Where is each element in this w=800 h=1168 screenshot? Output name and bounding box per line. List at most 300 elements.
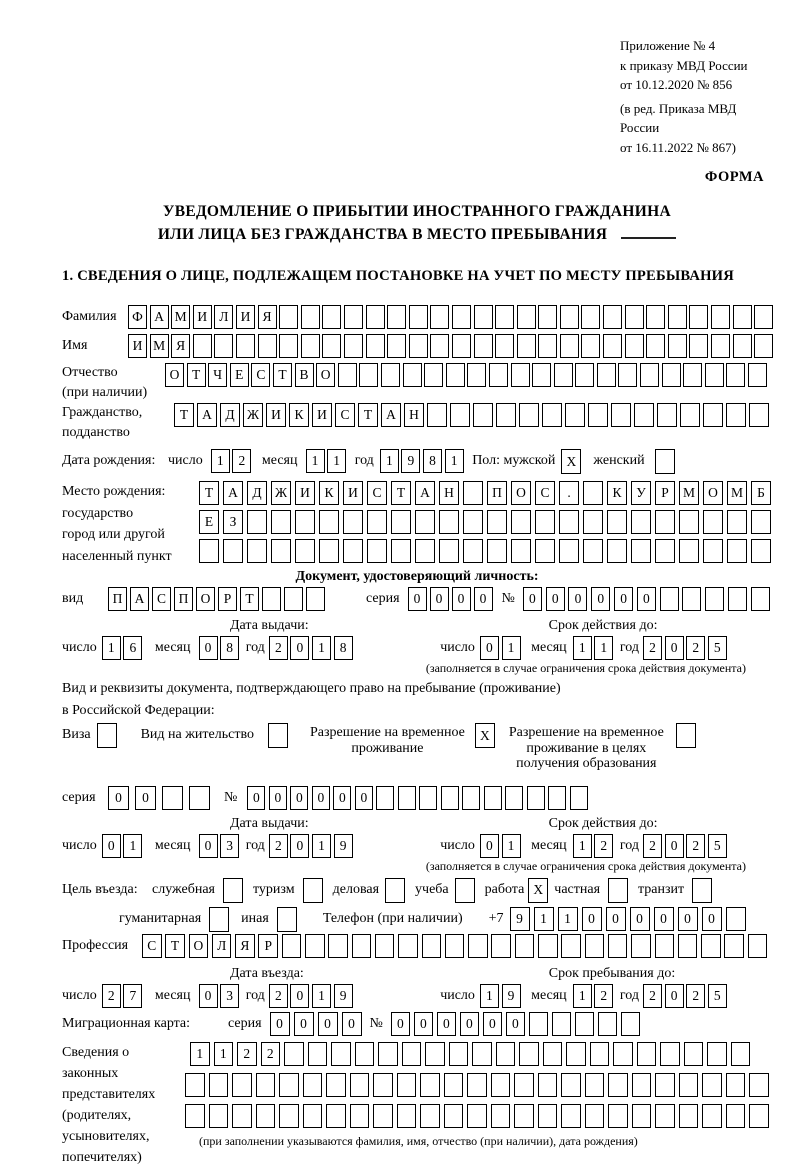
char-box: 0: [342, 1012, 362, 1036]
empty-box: [538, 1104, 558, 1128]
row-entry-head-text: Дата въезда:: [230, 965, 304, 981]
char-box: 6: [123, 636, 142, 660]
row-doc-type: [62, 587, 772, 611]
empty-box: [585, 1104, 605, 1128]
cell-run: [643, 636, 729, 660]
checkbox: [385, 878, 405, 903]
char-box: 0: [355, 786, 373, 810]
empty-box: [491, 1073, 511, 1097]
row-guardians-label: [62, 1042, 185, 1168]
empty-box: [409, 305, 428, 329]
empty-box: [415, 510, 435, 534]
row-birthplace: [62, 481, 772, 568]
empty-box: [473, 403, 493, 427]
cell-run: [102, 834, 145, 858]
row-citizenship-label: [62, 403, 174, 443]
char-box: С: [367, 481, 387, 505]
row-dates-1-text: месяц: [154, 640, 191, 655]
row-dates-1-text: число: [62, 640, 97, 655]
empty-box: [474, 305, 493, 329]
empty-box: [646, 334, 665, 358]
empty-box: [301, 334, 320, 358]
empty-box: [529, 1012, 548, 1036]
row-permit-types-option: [310, 723, 465, 756]
char-box: Н: [439, 481, 459, 505]
row-purpose-1-text: работа: [484, 881, 525, 897]
row-patronymic-label: [62, 363, 165, 403]
empty-box: [613, 1042, 633, 1066]
cell-run: [391, 1012, 644, 1036]
row-patronymic-label-line: (при наличии): [62, 385, 148, 400]
row-dates-2: [62, 834, 772, 858]
row-purpose-1-text: деловая: [332, 881, 380, 897]
char-box: 0: [582, 907, 602, 931]
char-box: И: [128, 334, 147, 358]
empty-box: [559, 510, 579, 534]
cell-run: [142, 934, 771, 958]
char-box: 2: [232, 449, 251, 473]
empty-box: [424, 363, 443, 387]
note-validity-2-text: (заполняется в случае ограничения срока действия документа): [425, 858, 746, 873]
cell-run: [480, 834, 523, 858]
row-issue-head-2: [62, 815, 772, 832]
row-purpose-2-text: Телефон (при наличии): [322, 910, 463, 926]
cell-run: [199, 481, 775, 505]
empty-box: [420, 1073, 440, 1097]
char-box: И: [193, 305, 212, 329]
empty-box: [542, 403, 562, 427]
para-permit-2: [62, 702, 772, 719]
empty-box: [474, 334, 493, 358]
row-birthdate-text: месяц: [261, 453, 298, 468]
empty-box: [403, 363, 422, 387]
para-permit-1: [62, 680, 772, 697]
empty-box: [505, 786, 523, 810]
row-entry-head-text: Срок пребывания до:: [548, 965, 676, 981]
empty-box: [583, 539, 603, 563]
char-box: С: [251, 363, 270, 387]
empty-box: [209, 1104, 229, 1128]
char-box: 2: [261, 1042, 281, 1066]
empty-box: [668, 305, 687, 329]
char-box: 0: [637, 587, 656, 611]
empty-box: [724, 934, 744, 958]
empty-box: [366, 334, 385, 358]
row-birthdate-text: год: [354, 453, 374, 468]
cell-run: [380, 449, 466, 473]
row-dates-1-text: год: [245, 640, 265, 655]
char-box: 0: [290, 636, 309, 660]
char-box: О: [189, 934, 209, 958]
row-birthdate-text: Пол: мужской: [472, 453, 556, 468]
char-box: 1: [558, 907, 578, 931]
cell-run: [643, 984, 729, 1008]
char-box: 0: [408, 587, 427, 611]
cell-run: [108, 786, 216, 810]
empty-box: [247, 539, 267, 563]
char-box: 0: [135, 786, 156, 810]
char-box: Ч: [208, 363, 227, 387]
empty-box: [452, 305, 471, 329]
empty-box: [561, 1104, 581, 1128]
row-permit-serial-text: №: [224, 789, 238, 805]
cell-run: [165, 363, 770, 387]
empty-box: [702, 1104, 722, 1128]
char-box: 3: [220, 984, 239, 1008]
char-box: 5: [708, 834, 727, 858]
empty-box: [445, 934, 465, 958]
empty-box: [373, 1104, 393, 1128]
char-box: 0: [270, 1012, 290, 1036]
cell-run: [269, 984, 355, 1008]
empty-box: [640, 363, 659, 387]
empty-box: [343, 510, 363, 534]
char-box: 1: [312, 984, 331, 1008]
row-entry-head: [62, 965, 772, 982]
spacer: [62, 907, 119, 908]
empty-box: [343, 539, 363, 563]
row-permit-types: [62, 723, 772, 772]
empty-box: [322, 334, 341, 358]
char-box: 1: [502, 834, 521, 858]
empty-box: [538, 305, 557, 329]
empty-box: [559, 539, 579, 563]
row-birthplace-label: [62, 481, 199, 567]
cell-run: [199, 539, 775, 563]
char-box: 2: [269, 636, 288, 660]
row-guardians-label-line: усыновителях,: [62, 1128, 150, 1144]
cell-run: [199, 984, 242, 1008]
char-box: 3: [220, 834, 239, 858]
appendix-line: Приложение № 4: [620, 38, 716, 53]
row-issue-head-2-text: Дата выдачи:: [230, 815, 309, 831]
char-box: 0: [452, 587, 471, 611]
empty-box: [352, 934, 372, 958]
char-box: 0: [678, 907, 698, 931]
row-dates-2-text: год: [619, 837, 639, 853]
row-citizenship-label-line: Гражданство,: [62, 405, 143, 420]
row-permit-serial-label: серия: [62, 789, 96, 805]
row-guardians-label-line: представителях: [62, 1086, 156, 1102]
empty-box: [689, 334, 708, 358]
char-box: Н: [404, 403, 424, 427]
char-box: 2: [686, 636, 705, 660]
row-purpose-2-text: гуманитарная: [119, 910, 202, 926]
empty-box: [284, 587, 303, 611]
row-issue-head-2-text: Срок действия до:: [548, 815, 658, 831]
empty-box: [660, 1042, 680, 1066]
appendix-line: к приказу МВД России: [620, 57, 748, 73]
empty-box: [726, 907, 746, 931]
row-permit-types-option: [509, 723, 664, 772]
char-box: 0: [460, 1012, 479, 1036]
cell-run: [573, 834, 616, 858]
row-birthdate: [62, 449, 772, 474]
char-box: .: [559, 481, 579, 505]
empty-box: [749, 1104, 769, 1128]
empty-box: [484, 786, 502, 810]
char-box: З: [223, 510, 243, 534]
cell-run: [306, 449, 349, 473]
empty-box: [726, 363, 745, 387]
char-box: М: [171, 305, 190, 329]
char-box: 0: [108, 786, 129, 810]
empty-box: [607, 539, 627, 563]
checkbox: [209, 907, 229, 932]
empty-box: [678, 934, 698, 958]
empty-box: [326, 1073, 346, 1097]
para-permit-1-text: Вид и реквизиты документа, подтверждающего право на пребывание (проживание): [62, 681, 561, 696]
empty-box: [450, 403, 470, 427]
empty-box: [489, 363, 508, 387]
row-permit-types-option-line: проживание: [351, 740, 424, 756]
cell-run: [270, 1012, 366, 1036]
hd-identity-doc: [62, 568, 772, 585]
empty-box: [733, 334, 752, 358]
empty-box: [398, 934, 418, 958]
char-box: Е: [230, 363, 249, 387]
row-doc-type-label: вид: [62, 591, 84, 606]
empty-box: [468, 934, 488, 958]
empty-box: [668, 334, 687, 358]
char-box: 2: [686, 984, 705, 1008]
empty-box: [402, 1042, 422, 1066]
empty-box: [608, 1073, 628, 1097]
cell-row: [190, 1042, 773, 1066]
row-entry-dates-text: месяц: [154, 987, 191, 1003]
empty-box: [583, 510, 603, 534]
empty-box: [588, 403, 608, 427]
char-box: 0: [437, 1012, 456, 1036]
row-purpose-1-text: транзит: [638, 881, 685, 897]
empty-box: [308, 1042, 328, 1066]
row-guardians-label-line: попечителях): [62, 1149, 142, 1165]
char-box: 1: [214, 1042, 234, 1066]
empty-box: [655, 510, 675, 534]
char-box: И: [343, 481, 363, 505]
empty-box: [427, 403, 447, 427]
char-box: О: [316, 363, 335, 387]
row-migration-card-text: №: [369, 1015, 383, 1031]
char-box: 0: [294, 1012, 314, 1036]
char-box: 0: [523, 587, 542, 611]
empty-box: [655, 1104, 675, 1128]
empty-box: [463, 481, 483, 505]
row-purpose-1-text: туризм: [253, 881, 295, 897]
char-box: О: [511, 481, 531, 505]
row-birthdate-text: женский: [593, 453, 645, 468]
empty-box: [496, 403, 516, 427]
char-box: 2: [102, 984, 121, 1008]
row-birthplace-cells: [199, 481, 775, 568]
empty-box: [463, 539, 483, 563]
row-dates-1-text: год: [619, 640, 639, 655]
empty-box: [611, 403, 631, 427]
empty-box: [467, 363, 486, 387]
char-box: 1: [190, 1042, 210, 1066]
empty-box: [554, 363, 573, 387]
empty-box: [655, 539, 675, 563]
empty-box: [583, 481, 603, 505]
empty-box: [517, 334, 536, 358]
char-box: Я: [171, 334, 190, 358]
empty-box: [495, 334, 514, 358]
spacer: [328, 587, 366, 588]
empty-box: [295, 510, 315, 534]
empty-box: [655, 1073, 675, 1097]
empty-box: [338, 363, 357, 387]
cell-run: [523, 587, 774, 611]
empty-box: [575, 1012, 594, 1036]
empty-box: [444, 1073, 464, 1097]
row-permit-types-text: Виза: [62, 727, 91, 742]
empty-box: [519, 403, 539, 427]
char-box: Р: [218, 587, 237, 611]
row-citizenship-label-line: подданство: [62, 425, 130, 440]
char-box: Т: [273, 363, 292, 387]
row-purpose-1: [62, 878, 772, 903]
empty-box: [726, 1104, 746, 1128]
empty-box: [679, 539, 699, 563]
empty-box: [398, 786, 416, 810]
row-issue-head-1-text: Срок действия до:: [548, 618, 658, 633]
char-box: И: [266, 403, 286, 427]
char-box: 1: [327, 449, 346, 473]
empty-box: [679, 510, 699, 534]
spacer: [62, 617, 230, 618]
char-box: 0: [480, 636, 499, 660]
char-box: 0: [199, 834, 218, 858]
empty-box: [517, 305, 536, 329]
row-profession-label: Профессия: [62, 937, 129, 953]
row-permit-serial: [62, 786, 772, 810]
empty-box: [284, 1042, 304, 1066]
row-guardians: [62, 1042, 772, 1168]
empty-box: [618, 363, 637, 387]
char-box: А: [197, 403, 217, 427]
char-box: 0: [414, 1012, 433, 1036]
empty-box: [657, 403, 677, 427]
char-box: 2: [237, 1042, 257, 1066]
char-box: 2: [643, 984, 662, 1008]
char-box: 8: [220, 636, 239, 660]
empty-box: [467, 1073, 487, 1097]
empty-box: [487, 510, 507, 534]
empty-box: [749, 1073, 769, 1097]
title-line2-wrap: [62, 223, 772, 246]
char-box: 7: [123, 984, 142, 1008]
cell-run: [185, 1104, 773, 1128]
empty-box: [598, 1012, 617, 1036]
cell-run: [199, 636, 242, 660]
cell-run: [408, 587, 496, 611]
empty-box: [538, 334, 557, 358]
empty-box: [387, 305, 406, 329]
empty-box: [487, 539, 507, 563]
row-citizenship: [62, 403, 772, 443]
empty-box: [514, 1073, 534, 1097]
empty-box: [535, 510, 555, 534]
appendix-revision-line: от 16.11.2022 № 867): [620, 139, 737, 155]
cell-run: [174, 403, 772, 427]
empty-box: [749, 403, 769, 427]
row-permit-types-option-line: получения образования: [516, 756, 657, 771]
empty-box: [452, 334, 471, 358]
empty-box: [655, 934, 675, 958]
row-issue-head-1: [62, 617, 772, 634]
char-box: Т: [391, 481, 411, 505]
cell-run: [269, 834, 355, 858]
empty-box: [560, 334, 579, 358]
char-box: 0: [199, 636, 218, 660]
row-guardians-label-line: Сведения о: [62, 1044, 130, 1060]
checkbox: [608, 878, 628, 903]
spacer: [304, 965, 549, 966]
empty-box: [373, 1073, 393, 1097]
row-entry-dates-text: месяц: [531, 987, 567, 1003]
row-birthdate-label: Дата рождения:: [62, 453, 156, 468]
empty-box: [279, 1104, 299, 1128]
cell-row: [199, 481, 775, 505]
char-box: Ф: [128, 305, 147, 329]
empty-box: [632, 1073, 652, 1097]
char-box: 8: [423, 449, 442, 473]
spacer: [309, 617, 549, 618]
spacer: [309, 815, 549, 816]
row-dates-2-text: месяц: [154, 837, 191, 853]
row-purpose-2-text: +7: [488, 910, 504, 926]
cell-run: [128, 305, 776, 329]
char-box: 1: [102, 636, 121, 660]
char-box: 0: [391, 1012, 410, 1036]
cell-run: [480, 984, 523, 1008]
empty-box: [603, 334, 622, 358]
form-title: [62, 200, 772, 246]
empty-box: [682, 587, 701, 611]
char-box: Ж: [271, 481, 291, 505]
row-issue-head-1-text: Дата выдачи:: [230, 618, 309, 633]
char-box: М: [679, 481, 699, 505]
char-box: 1: [306, 449, 325, 473]
checkbox: X: [528, 878, 548, 903]
row-givenname-label: Имя: [62, 338, 88, 353]
cell-run: [185, 1073, 773, 1097]
row-migration-card-label: Миграционная карта:: [62, 1015, 191, 1031]
char-box: 0: [568, 587, 587, 611]
empty-box: [637, 1042, 657, 1066]
char-box: В: [295, 363, 314, 387]
empty-box: [733, 305, 752, 329]
empty-box: [585, 1073, 605, 1097]
empty-box: [419, 786, 437, 810]
empty-box: [189, 786, 210, 810]
char-box: 2: [594, 834, 613, 858]
char-box: 0: [474, 587, 493, 611]
cell-row: [199, 539, 775, 563]
char-box: 0: [290, 834, 309, 858]
checkbox: [303, 878, 323, 903]
appendix-note: [620, 36, 772, 157]
char-box: 0: [665, 984, 684, 1008]
char-box: 1: [312, 834, 331, 858]
row-dates-1-text: число: [440, 640, 475, 655]
char-box: Т: [358, 403, 378, 427]
empty-box: [634, 403, 654, 427]
char-box: 0: [290, 786, 308, 810]
empty-box: [581, 305, 600, 329]
empty-box: [366, 305, 385, 329]
row-doc-type-text: серия: [366, 591, 400, 606]
